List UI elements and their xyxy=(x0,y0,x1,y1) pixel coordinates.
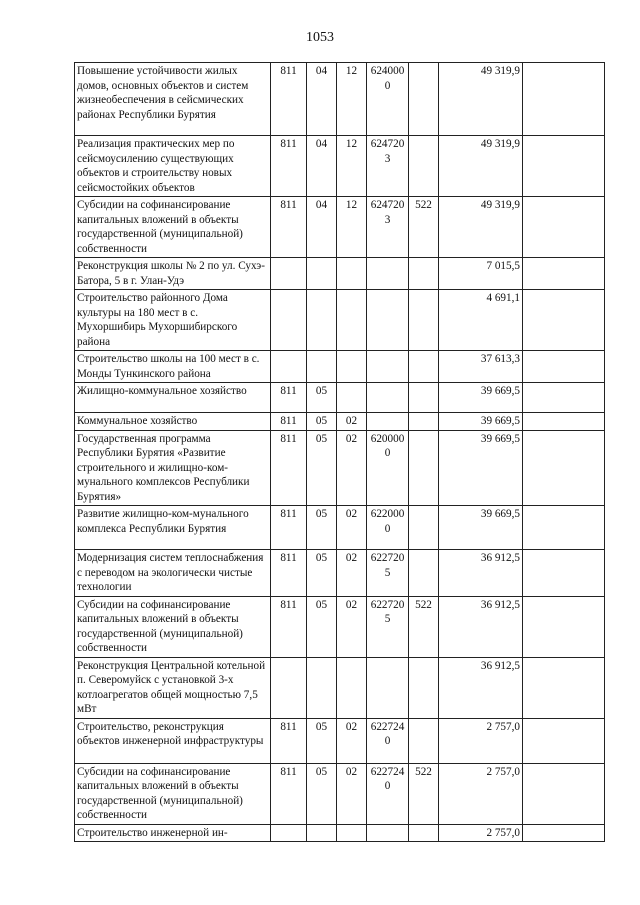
row-target-article-cell: 6200000 xyxy=(367,430,409,506)
row-target-article-cell xyxy=(367,351,409,383)
row-target-article-cell: 6240000 xyxy=(367,63,409,136)
row-extra-cell xyxy=(523,718,605,763)
row-section-cell xyxy=(307,351,337,383)
row-extra-cell xyxy=(523,657,605,718)
row-name-cell: Коммунальное хозяйство xyxy=(75,413,271,431)
row-section-cell: 04 xyxy=(307,136,337,197)
row-expense-type-cell xyxy=(409,63,439,136)
row-extra-cell xyxy=(523,383,605,413)
row-grbs-cell: 811 xyxy=(271,197,307,258)
row-section-cell: 05 xyxy=(307,596,337,657)
table-row xyxy=(75,506,605,550)
row-name-cell: Жилищно-коммунальное хозяйство xyxy=(75,383,271,413)
table-row xyxy=(75,824,605,842)
row-section-cell: 05 xyxy=(307,413,337,431)
row-name-cell: Реализация практических мер по сейсмоусилению существующих объектов и строительству новых сейсмостойких объектов xyxy=(75,136,271,197)
row-amount-cell: 36 912,5 xyxy=(439,657,523,718)
row-subsection-cell: 02 xyxy=(337,506,367,550)
table-row xyxy=(75,351,605,383)
row-amount-cell: 2 757,0 xyxy=(439,718,523,763)
row-target-article-cell xyxy=(367,824,409,842)
table-row xyxy=(75,718,605,763)
row-name-cell: Реконструкция школы № 2 по ул. Сухэ-Батора, 5 в г. Улан-Удэ xyxy=(75,258,271,290)
row-expense-type-cell xyxy=(409,550,439,597)
row-name-cell: Субсидии на софинансирование капитальных вложений в объекты государственной (муниципальной) собственности xyxy=(75,763,271,824)
row-expense-type-cell xyxy=(409,430,439,506)
row-expense-type-cell xyxy=(409,657,439,718)
row-subsection-cell: 02 xyxy=(337,430,367,506)
row-expense-type-cell: 522 xyxy=(409,763,439,824)
row-grbs-cell: 811 xyxy=(271,383,307,413)
row-subsection-cell xyxy=(337,824,367,842)
row-extra-cell xyxy=(523,430,605,506)
row-amount-cell: 39 669,5 xyxy=(439,506,523,550)
row-amount-cell: 2 757,0 xyxy=(439,824,523,842)
row-grbs-cell: 811 xyxy=(271,763,307,824)
row-grbs-cell: 811 xyxy=(271,718,307,763)
row-grbs-cell xyxy=(271,290,307,351)
row-target-article-cell xyxy=(367,413,409,431)
row-amount-cell: 49 319,9 xyxy=(439,197,523,258)
row-name-cell: Субсидии на софинансирование капитальных вложений в объекты государственной (муниципальной) собственности xyxy=(75,596,271,657)
row-expense-type-cell xyxy=(409,258,439,290)
row-amount-cell: 39 669,5 xyxy=(439,383,523,413)
row-subsection-cell xyxy=(337,657,367,718)
row-subsection-cell: 02 xyxy=(337,550,367,597)
row-amount-cell: 49 319,9 xyxy=(439,136,523,197)
row-section-cell: 05 xyxy=(307,550,337,597)
row-grbs-cell xyxy=(271,657,307,718)
row-target-article-cell: 6227240 xyxy=(367,763,409,824)
row-subsection-cell xyxy=(337,290,367,351)
row-subsection-cell: 02 xyxy=(337,718,367,763)
row-subsection-cell xyxy=(337,351,367,383)
page-number: 1053 xyxy=(306,30,334,45)
row-grbs-cell: 811 xyxy=(271,136,307,197)
row-target-article-cell: 6227205 xyxy=(367,596,409,657)
row-extra-cell xyxy=(523,763,605,824)
row-extra-cell xyxy=(523,824,605,842)
row-target-article-cell: 6227240 xyxy=(367,718,409,763)
table-row xyxy=(75,197,605,258)
row-extra-cell xyxy=(523,290,605,351)
row-amount-cell: 4 691,1 xyxy=(439,290,523,351)
table-row xyxy=(75,290,605,351)
table-row xyxy=(75,550,605,597)
row-name-cell: Строительство районного Дома культуры на 180 мест в с. Мухоршибирь Мухоршибирского района xyxy=(75,290,271,351)
table-row xyxy=(75,596,605,657)
row-expense-type-cell xyxy=(409,413,439,431)
row-subsection-cell: 12 xyxy=(337,197,367,258)
row-section-cell xyxy=(307,258,337,290)
row-target-article-cell xyxy=(367,657,409,718)
row-expense-type-cell xyxy=(409,718,439,763)
table-row xyxy=(75,430,605,506)
row-subsection-cell: 12 xyxy=(337,136,367,197)
row-extra-cell xyxy=(523,351,605,383)
row-section-cell xyxy=(307,824,337,842)
row-grbs-cell xyxy=(271,351,307,383)
row-section-cell xyxy=(307,657,337,718)
row-section-cell: 05 xyxy=(307,718,337,763)
row-extra-cell xyxy=(523,550,605,597)
row-name-cell: Строительство инженерной ин- xyxy=(75,824,271,842)
table-row xyxy=(75,258,605,290)
row-extra-cell xyxy=(523,136,605,197)
row-name-cell: Строительство, реконструкция объектов инженерной инфраструктуры xyxy=(75,718,271,763)
row-grbs-cell: 811 xyxy=(271,430,307,506)
row-target-article-cell xyxy=(367,383,409,413)
row-section-cell: 05 xyxy=(307,506,337,550)
row-subsection-cell: 02 xyxy=(337,596,367,657)
row-amount-cell: 39 669,5 xyxy=(439,430,523,506)
budget-table-body xyxy=(75,63,605,842)
row-subsection-cell xyxy=(337,258,367,290)
row-expense-type-cell xyxy=(409,290,439,351)
table-row xyxy=(75,63,605,136)
row-name-cell: Государственная программа Республики Бурятия «Развитие строительного и жилищно-ком-мунального комплексов Республики Бурятия» xyxy=(75,430,271,506)
table-row xyxy=(75,657,605,718)
row-target-article-cell: 6227205 xyxy=(367,550,409,597)
row-amount-cell: 36 912,5 xyxy=(439,596,523,657)
row-grbs-cell: 811 xyxy=(271,63,307,136)
budget-table xyxy=(74,62,605,842)
row-extra-cell xyxy=(523,596,605,657)
row-expense-type-cell: 522 xyxy=(409,197,439,258)
row-target-article-cell: 6247203 xyxy=(367,197,409,258)
row-section-cell: 04 xyxy=(307,63,337,136)
row-amount-cell: 37 613,3 xyxy=(439,351,523,383)
row-grbs-cell: 811 xyxy=(271,596,307,657)
row-extra-cell xyxy=(523,413,605,431)
table-row xyxy=(75,413,605,431)
row-name-cell: Модернизация систем теплоснабжения с переводом на экологически чистые технологии xyxy=(75,550,271,597)
row-target-article-cell xyxy=(367,258,409,290)
row-grbs-cell: 811 xyxy=(271,506,307,550)
row-section-cell xyxy=(307,290,337,351)
row-section-cell: 05 xyxy=(307,383,337,413)
row-expense-type-cell xyxy=(409,383,439,413)
row-subsection-cell xyxy=(337,383,367,413)
row-subsection-cell: 12 xyxy=(337,63,367,136)
row-grbs-cell xyxy=(271,824,307,842)
row-name-cell: Повышение устойчивости жилых домов, основных объектов и систем жизнеобеспечения в сейсмических районах Республики Бурятия xyxy=(75,63,271,136)
row-name-cell: Реконструкция Центральной котельной п. Северомуйск с установкой 3-х котлоагрегатов общей мощностью 7,5 мВт xyxy=(75,657,271,718)
row-grbs-cell xyxy=(271,258,307,290)
row-expense-type-cell: 522 xyxy=(409,596,439,657)
row-amount-cell: 36 912,5 xyxy=(439,550,523,597)
row-name-cell: Строительство школы на 100 мест в с. Монды Тункинского района xyxy=(75,351,271,383)
row-name-cell: Развитие жилищно-ком-мунального комплекса Республики Бурятия xyxy=(75,506,271,550)
row-grbs-cell: 811 xyxy=(271,550,307,597)
row-target-article-cell: 6247203 xyxy=(367,136,409,197)
row-section-cell: 05 xyxy=(307,430,337,506)
row-subsection-cell: 02 xyxy=(337,413,367,431)
row-section-cell: 05 xyxy=(307,763,337,824)
row-extra-cell xyxy=(523,197,605,258)
row-name-cell: Субсидии на софинансирование капитальных вложений в объекты государственной (муниципальной) собственности xyxy=(75,197,271,258)
table-row xyxy=(75,763,605,824)
row-extra-cell xyxy=(523,506,605,550)
row-expense-type-cell xyxy=(409,824,439,842)
row-expense-type-cell xyxy=(409,136,439,197)
row-amount-cell: 39 669,5 xyxy=(439,413,523,431)
row-expense-type-cell xyxy=(409,506,439,550)
row-target-article-cell: 6220000 xyxy=(367,506,409,550)
row-extra-cell xyxy=(523,258,605,290)
row-grbs-cell: 811 xyxy=(271,413,307,431)
row-expense-type-cell xyxy=(409,351,439,383)
row-amount-cell: 2 757,0 xyxy=(439,763,523,824)
table-row xyxy=(75,136,605,197)
row-extra-cell xyxy=(523,63,605,136)
row-subsection-cell: 02 xyxy=(337,763,367,824)
row-section-cell: 04 xyxy=(307,197,337,258)
row-amount-cell: 7 015,5 xyxy=(439,258,523,290)
row-target-article-cell xyxy=(367,290,409,351)
table-row xyxy=(75,383,605,413)
row-amount-cell: 49 319,9 xyxy=(439,63,523,136)
